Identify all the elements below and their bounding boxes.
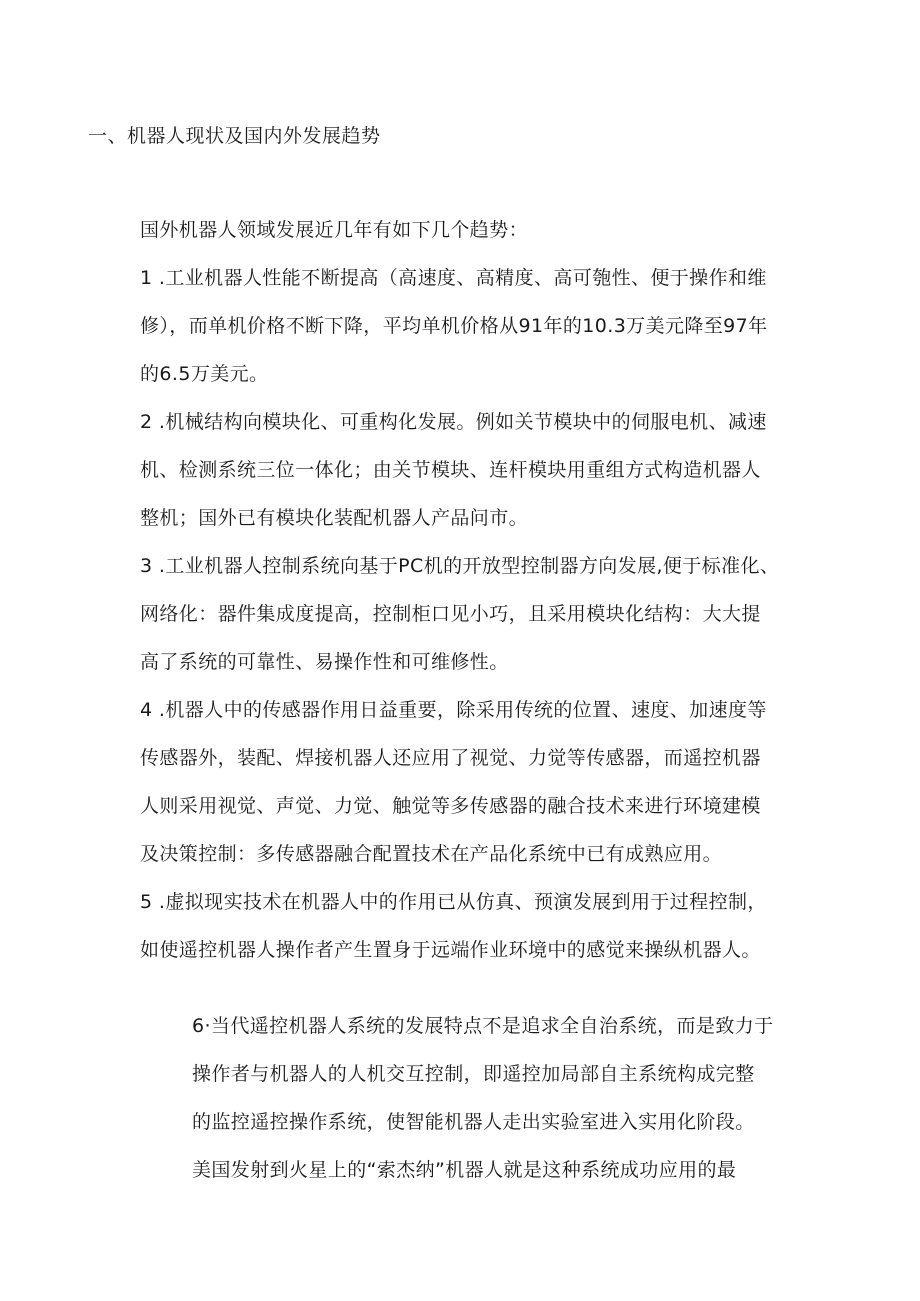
text-line: 操作者与机器人的人机交互控制，即遥控加局部自主系统构成完整 — [192, 1063, 755, 1085]
text-line: 国外机器人领域发展近几年有如下几个趋势： — [140, 219, 529, 241]
section-heading: 一、机器人现状及国内外发展趋势 — [88, 125, 381, 147]
text-line: 整机；国外已有模块化装配机器人产品问市。 — [140, 507, 529, 529]
text-line: 1 .工业机器人性能不断提高（高速度、高精度、高可匏性、便于操作和维 — [140, 267, 767, 289]
text-line: 5 .虚拟现实技术在机器人中的作用已从仿真、预演发展到用于过程控制， — [140, 891, 767, 913]
text-line: 人则采用视觉、声觉、力觉、触觉等多传感器的融合技术来进行环境建模 — [140, 795, 761, 817]
indented-paragraph-block — [192, 1002, 812, 1194]
text-line: 修），而单机价格不断下降，平均单机价格从91年的10.3万美元降至97年 — [140, 315, 768, 337]
text-line: 的6.5万美元。 — [140, 363, 269, 385]
text-line: 4 .机器人中的传感器作用日益重要，除采用传统的位置、速度、加速度等 — [140, 699, 767, 721]
text-line: 3 .工业机器人控制系统向基于PC机的开放型控制器方向发展,便于标准化、 — [140, 555, 780, 577]
text-line: 6·当代遥控机器人系统的发展特点不是追求全自治系统，而是致力于 — [192, 1015, 774, 1037]
text-line: 机、检测系统三位一体化；由关节模块、连杆模块用重组方式构造机器人 — [140, 459, 761, 481]
main-paragraph-block — [140, 206, 800, 974]
text-line: 及决策控制：多传感器融合配置技术在产品化系统中已有成熟应用。 — [140, 843, 723, 865]
text-line: 2 .机械结构向模块化、可重构化发展。例如关节模块中的伺服电机、减速 — [140, 411, 767, 433]
text-line: 传感器外，装配、焊接机器人还应用了视觉、力觉等传感器，而遥控机器 — [140, 747, 761, 769]
text-line: 的监控遥控操作系统，使智能机器人走出实验室进入实用化阶段。 — [192, 1111, 755, 1133]
text-line: 网络化：器件集成度提高，控制柜口见小巧，且采用模块化结构：大大提 — [140, 603, 761, 625]
text-line: 如使遥控机器人操作者产生置身于远端作业环境中的感觉来操纵机器人。 — [140, 939, 761, 961]
text-line: 美国发射到火星上的“索杰纳”机器人就是这种系统成功应用的最 — [192, 1159, 737, 1181]
text-line: 高了系统的可靠性、易操作性和可维修性。 — [140, 651, 509, 673]
